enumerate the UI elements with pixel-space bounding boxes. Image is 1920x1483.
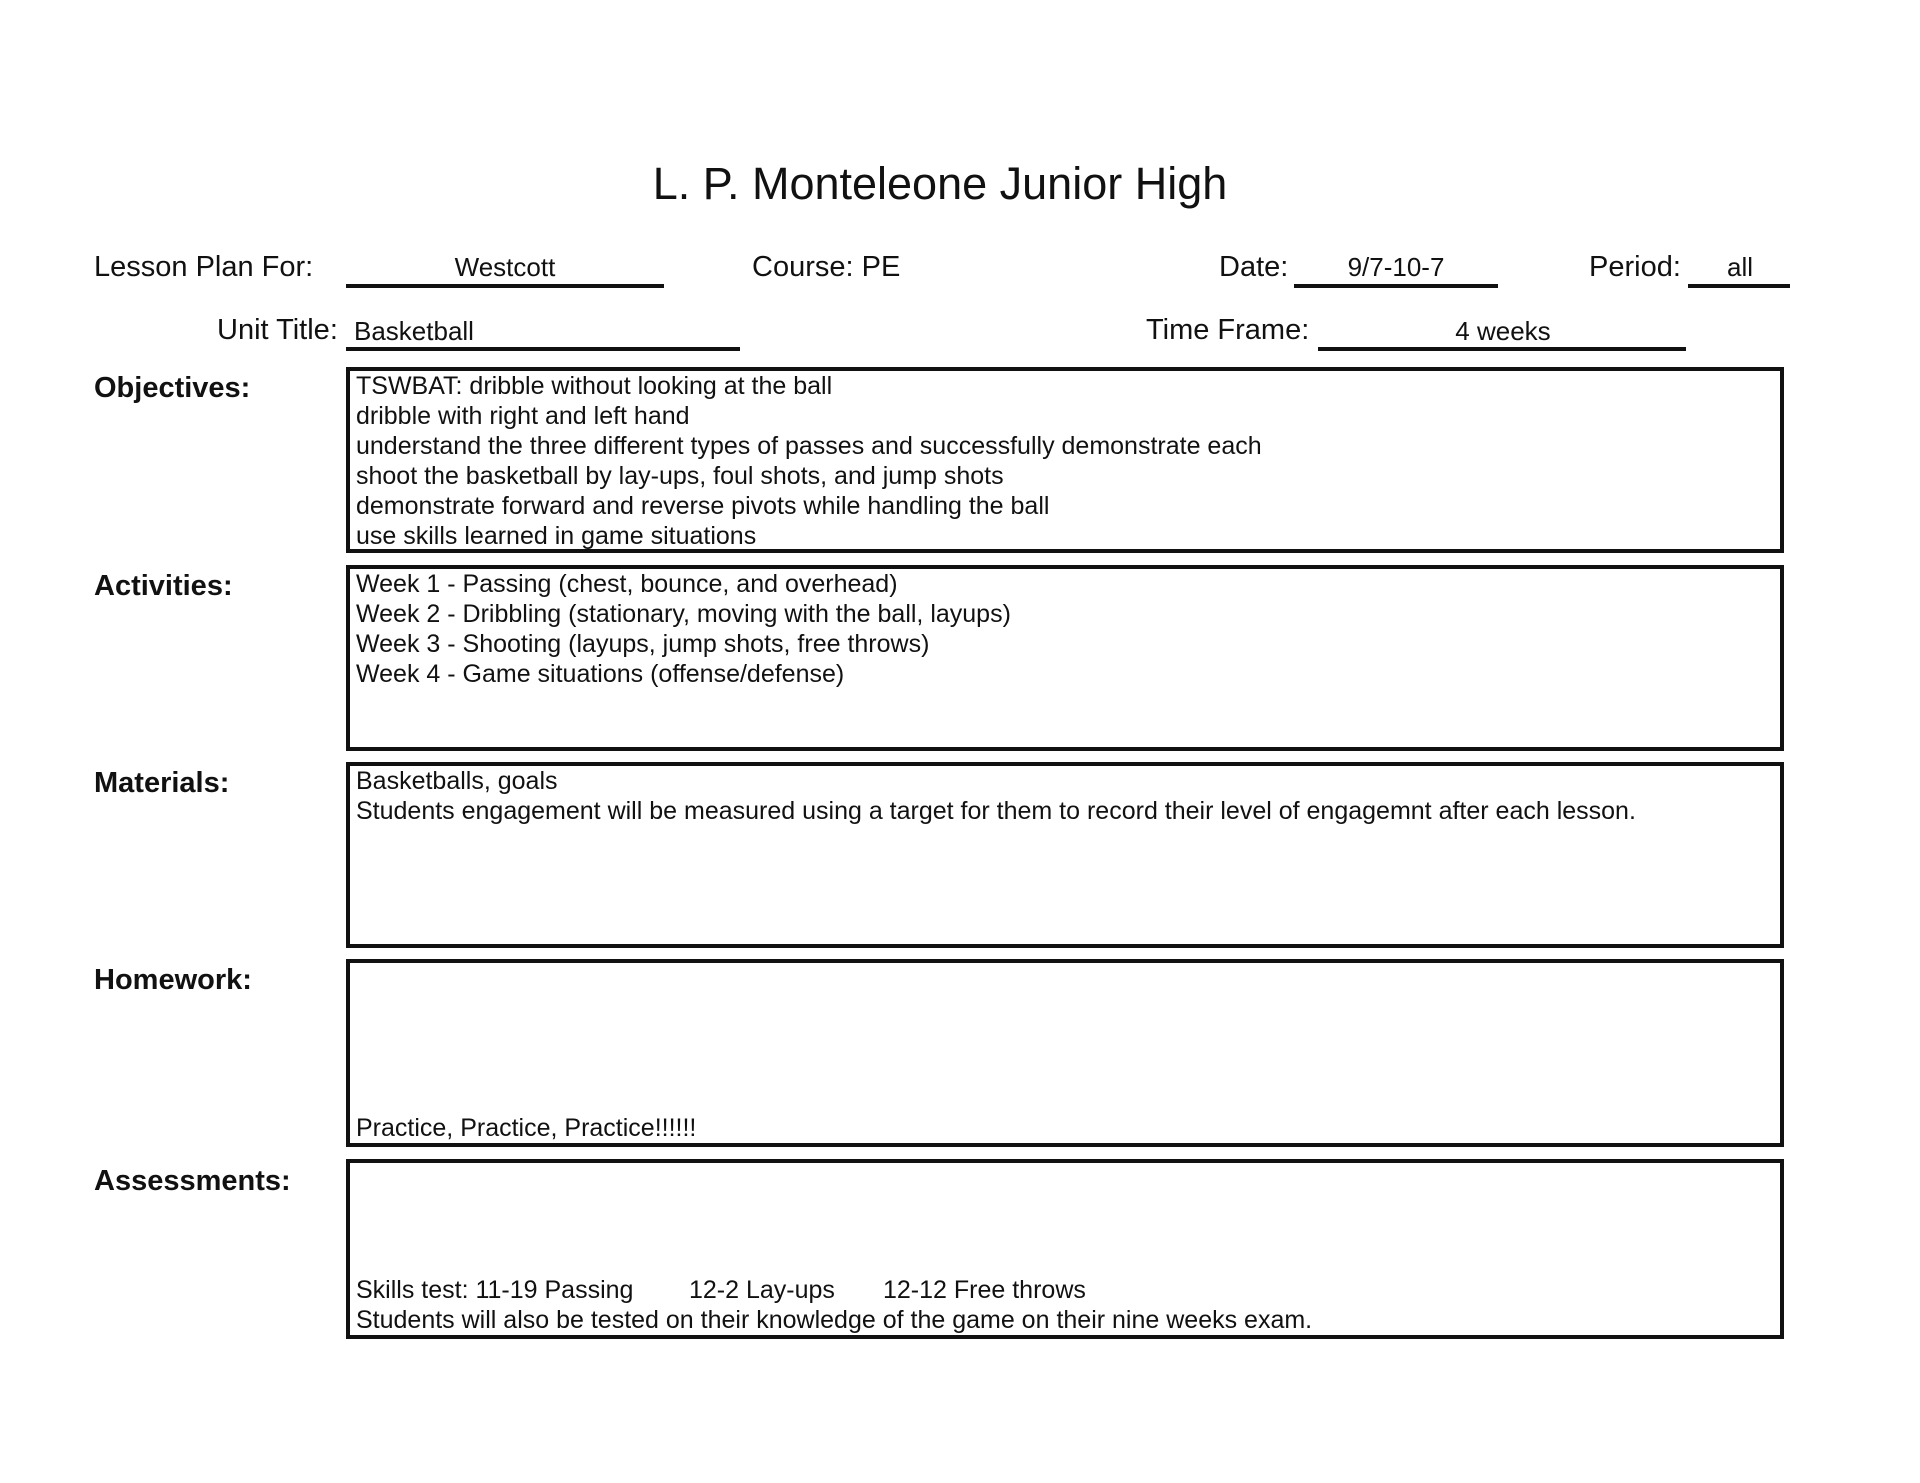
time-frame-label: Time Frame: bbox=[1146, 314, 1310, 346]
unit-title-value: Basketball bbox=[354, 316, 474, 346]
period-value: all bbox=[1726, 252, 1753, 282]
materials-content bbox=[356, 766, 1636, 826]
page-title: L. P. Monteleone Junior High bbox=[652, 158, 1228, 209]
objective-line: dribble with right and left hand bbox=[356, 402, 690, 430]
skills-test-line bbox=[356, 1275, 1312, 1305]
activity-line: Week 1 - Passing (chest, bounce, and overhead) bbox=[356, 570, 898, 598]
assessments-box bbox=[346, 1159, 1784, 1339]
activities-box bbox=[346, 565, 1784, 751]
materials-label: Materials: bbox=[94, 767, 230, 799]
objective-line: shoot the basketball by lay-ups, foul shots, and jump shots bbox=[356, 462, 1004, 490]
exam-line: Students will also be tested on their knowledge of the game on their nine weeks exam. bbox=[356, 1306, 1313, 1334]
objective-line: understand the three different types of passes and successfully demonstrate each bbox=[356, 432, 1262, 460]
materials-box bbox=[346, 762, 1784, 948]
objectives-box bbox=[346, 367, 1784, 553]
lesson-plan-for-underline bbox=[346, 284, 664, 288]
activity-line: Week 3 - Shooting (layups, jump shots, free throws) bbox=[356, 630, 930, 658]
material-line: Basketballs, goals bbox=[356, 767, 558, 795]
homework-content bbox=[356, 1113, 696, 1143]
date-value: 9/7-10-7 bbox=[1347, 252, 1445, 282]
objectives-content bbox=[356, 371, 1262, 551]
activities-label: Activities: bbox=[94, 570, 233, 602]
activity-line: Week 2 - Dribbling (stationary, moving with the ball, layups) bbox=[356, 600, 1011, 628]
homework-line: Practice, Practice, Practice!!!!!! bbox=[356, 1114, 697, 1142]
homework-box bbox=[346, 959, 1784, 1147]
time-frame-underline bbox=[1318, 347, 1686, 351]
objective-line: TSWBAT: dribble without looking at the ball bbox=[356, 372, 833, 400]
unit-title-underline bbox=[346, 347, 740, 351]
course-label-text: Course: bbox=[752, 251, 854, 283]
course-label bbox=[752, 250, 900, 284]
time-frame-value: 4 weeks bbox=[1455, 316, 1551, 346]
lesson-plan-for-label: Lesson Plan For: bbox=[94, 251, 314, 283]
objective-line: use skills learned in game situations bbox=[356, 522, 757, 550]
objectives-label: Objectives: bbox=[94, 372, 251, 404]
lesson-plan-for-value: Westcott bbox=[454, 252, 556, 282]
period-underline bbox=[1688, 284, 1790, 288]
assessments-content bbox=[356, 1275, 1312, 1335]
skills-test-layups: 12-2 Lay-ups bbox=[689, 1276, 835, 1304]
course-value: PE bbox=[861, 251, 901, 283]
skills-test-free-throws: 12-12 Free throws bbox=[883, 1276, 1086, 1304]
unit-title-label: Unit Title: bbox=[217, 314, 338, 346]
homework-label: Homework: bbox=[94, 964, 252, 996]
date-label: Date: bbox=[1219, 251, 1289, 283]
material-line: Students engagement will be measured using a target for them to record their level of engagemnt after each lesson. bbox=[356, 797, 1636, 825]
assessments-label: Assessments: bbox=[94, 1165, 291, 1197]
date-underline bbox=[1294, 284, 1498, 288]
skills-test-passing: Skills test: 11-19 Passing bbox=[356, 1276, 634, 1304]
activity-line: Week 4 - Game situations (offense/defense) bbox=[356, 660, 845, 688]
objective-line: demonstrate forward and reverse pivots while handling the ball bbox=[356, 492, 1050, 520]
activities-content bbox=[356, 569, 1011, 689]
period-label: Period: bbox=[1589, 251, 1681, 283]
